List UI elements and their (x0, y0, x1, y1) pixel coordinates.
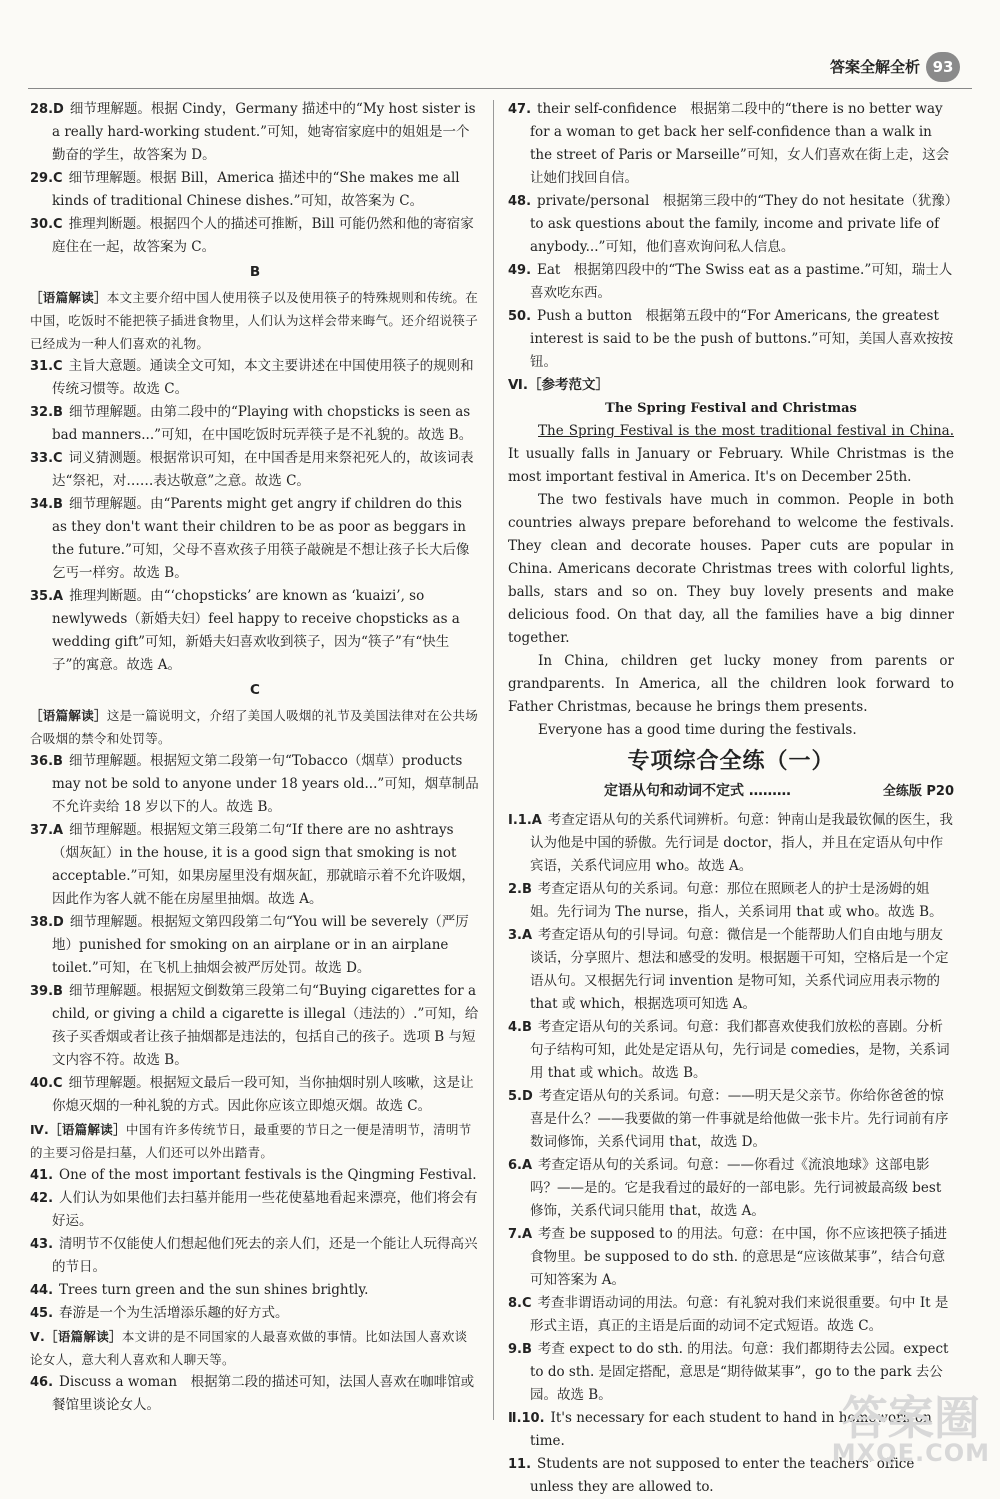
answer-item (508, 98, 954, 190)
answer-text: 细节理解题。由“Parents might get angry if children do this as they don't want their children to be as poor as beggars in the future.”可知，父母不喜欢孩子用筷子敲碗是不想让孩子长大后像乞丐一样穷。故选 B。 (52, 496, 470, 581)
essay-label-line (508, 374, 954, 397)
header-rule (28, 88, 972, 89)
answer-item (30, 819, 480, 911)
right-column (508, 98, 954, 1499)
answer-number: 35.A (30, 589, 64, 604)
passage-analysis (30, 1325, 480, 1371)
analysis-text: 中国有许多传统节日，最重要的节日之一便是清明节，清明节的主要习俗是扫墓，人们还可以外出踏青。 (30, 1122, 472, 1160)
answer-text: 推理判断题。由“‘chopsticks’ are known as ‘kuaizi’, so newlyweds（新婚夫妇）feel happy to receive chopsticks as a wedding gift”可知，新婚夫妇喜欢收到筷子，因为“筷子”有“快生子”的寓意。故选 A。 (52, 588, 460, 673)
answer-text: 主旨大意题。通读全文可知，本文主要讲述在中国使用筷子的规则和传统习惯等。故选 C。 (52, 358, 474, 397)
answer-item (30, 750, 480, 819)
answer-text: 考查定语从句的关系词。句意：那位在照顾老人的护士是汤姆的姐姐。先行词为 The nurse，指人，关系词用 that 或 who。故选 B。 (530, 881, 943, 920)
analysis-tag: ［语篇解读］ (30, 708, 107, 723)
analysis-tag: Ⅴ.［语篇解读］ (30, 1329, 122, 1344)
answer-item (30, 213, 480, 259)
answer-number: 50. (508, 309, 532, 324)
passage-analysis (30, 286, 480, 355)
passage-analysis (30, 1118, 480, 1164)
answers-47-50 (508, 98, 954, 374)
answer-number: 48. (508, 194, 532, 209)
answer-text: 细节理解题。根据短文第三段第二句“If there are no ashtrays（烟灰缸）in the house, it is a good sign that smoking is not acceptable.”可知，如果房屋里没有烟灰缸，那就暗示着不允许吸烟，因此作为客人就不能在房屋里抽烟。故选 A。 (52, 822, 475, 907)
passage-analysis (30, 704, 480, 750)
answer-text: their self-confidence 根据第二段中的“there is no better way for a woman to get back her self-confidence than a walk in the street of Paris or Marseille”可知，女人们喜欢在街上走，这会让她们找回自信。 (530, 101, 950, 186)
answer-number: 46. (30, 1375, 54, 1390)
answer-number: 43. (30, 1237, 54, 1252)
answer-text: Discuss a woman 根据第二段的描述可知，法国人喜欢在咖啡馆或餐馆里谈论女人。 (52, 1374, 475, 1413)
answer-item (30, 355, 480, 401)
answer-number: 38.D (30, 915, 64, 930)
page-number: 93 (926, 52, 960, 82)
answer-text: Trees turn green and the sun shines brightly. (59, 1282, 369, 1298)
analysis-text: 本文讲的是不同国家的人最喜欢做的事情。比如法国人喜欢谈论女人，意大利人喜欢和人聊天等。 (30, 1329, 468, 1367)
answer-item (30, 585, 480, 677)
answer-item (508, 259, 954, 305)
answer-text: One of the most important festivals is the Qingming Festival. (59, 1167, 477, 1183)
answer-number: 30.C (30, 217, 63, 232)
answer-number: 6.A (508, 1158, 533, 1173)
answer-item (30, 1279, 480, 1302)
answer-item (508, 1223, 954, 1292)
answer-text: It's necessary for each student to hand in homework on time. (530, 1410, 932, 1449)
answer-number: 34.B (30, 497, 63, 512)
answer-text: 春游是一个为生活增添乐趣的好方式。 (59, 1305, 289, 1321)
answer-number: 11. (508, 1457, 532, 1472)
section-page-ref: 全练版 P20 (882, 784, 954, 799)
section-subtitle-row (508, 780, 954, 803)
essay-first-rest: It usually falls in January or February. While Christmas is the most important festival in America. It's on December 25th. (508, 446, 954, 485)
answer-item (508, 809, 954, 878)
answer-number: 28.D (30, 102, 64, 117)
answer-number: 3.A (508, 928, 533, 943)
answer-item (508, 1154, 954, 1223)
answer-text: 细节理解题。由第二段中的“Playing with chopsticks is seen as bad manners...”可知，在中国吃饭时玩弄筷子是不礼貌的。故选 B。 (52, 404, 473, 443)
passage-heading: C (250, 682, 260, 698)
answer-number: 7.A (508, 1227, 533, 1242)
answer-number: 42. (30, 1191, 54, 1206)
answer-number: 9.B (508, 1342, 532, 1357)
analysis-tag: Ⅳ.［语篇解读］ (30, 1122, 126, 1137)
answer-number: 2.B (508, 882, 532, 897)
answer-number: Ⅱ.10. (508, 1411, 545, 1426)
answer-text: 考查非谓语动词的用法。句意：有礼貌对我们来说很重要。句中 It 是形式主语，真正的主语是后面的动词不定式短语。故选 C。 (530, 1295, 949, 1334)
answer-item (30, 980, 480, 1072)
page-header (830, 52, 960, 82)
answer-number: 39.B (30, 984, 63, 999)
answer-number: 36.B (30, 754, 63, 769)
answer-text: 清明节不仅能使人们想起他们死去的亲人们，还是一个能让人玩得高兴的节日。 (52, 1236, 478, 1275)
answer-item (30, 401, 480, 447)
answer-number: 31.C (30, 359, 63, 374)
essay-paragraph-2: The two festivals have much in common. People in both countries always prepare beforehand to welcome the festivals. They clean and decorate houses. Paper cuts are popular in China. Americans decorate Christmas trees with colorful lights, balls, stars and so on. They buy lovely presents and make delicious food. On that day, all the families have a big dinner together. (508, 492, 954, 646)
column-divider (493, 100, 494, 1420)
answer-text: 考查定语从句的关系词。句意：我们都喜欢使我们放松的喜剧。分析句子结构可知，此处是定语从句，先行词是 comedies，是物，关系词用 that 或 which。故选 B。 (530, 1019, 950, 1081)
section-title: 专项综合全练（一） (627, 749, 835, 774)
watermark (831, 1391, 990, 1467)
answer-number: 5.D (508, 1089, 533, 1104)
answer-item (30, 1302, 480, 1325)
answer-text: 细节理解题。根据 Cindy，Germany 描述中的“My host sister is a really hard-working student.”可知，她寄宿家庭中的姐姐是一个勤奋的学生，故答案为 D。 (52, 101, 476, 163)
answer-item (30, 447, 480, 493)
answer-number: 44. (30, 1283, 54, 1298)
answer-item (30, 1371, 480, 1417)
answer-item (30, 98, 480, 167)
answer-item (508, 1016, 954, 1085)
answer-number: 29.C (30, 171, 63, 186)
answer-item (30, 493, 480, 585)
analysis-text: 这是一篇说明文，介绍了美国人吸烟的礼节及美国法律对在公共场合吸烟的禁令和处罚等。 (30, 708, 479, 746)
answer-item (508, 305, 954, 374)
answer-text: Push a button 根据第五段中的“For Americans, the greatest interest is said to be the push of buttons.”可知，美国人喜欢按按钮。 (530, 308, 954, 370)
answer-number: 37.A (30, 823, 64, 838)
answer-item (508, 924, 954, 1016)
answer-item (508, 878, 954, 924)
answer-text: 细节理解题。根据短文倒数第三段第二句“Buying cigarettes for a child, or giving a child a cigarette is illegal（违法的）.”可知，给孩子买香烟或者让孩子抽烟都是违法的，包括自己的孩子。选项 B 与短文内容不符。故选 B。 (52, 983, 479, 1068)
answer-item (30, 1164, 480, 1187)
passage-heading: B (249, 264, 261, 280)
answer-number: 4.B (508, 1020, 532, 1035)
answer-item (508, 190, 954, 259)
answer-number: 33.C (30, 451, 63, 466)
essay-paragraph-3: In China, children get lucky money from parents or grandparents. In America, all the children look forward to Father Christmas, because he brings them presents. (508, 653, 954, 715)
watermark-url: MXQE.COM (831, 1439, 990, 1467)
answer-item (30, 1072, 480, 1118)
answer-number: 41. (30, 1168, 54, 1183)
answer-text: 考查定语从句的引导词。句意：微信是一个能帮助人们自由地与朋友谈话，分享照片、想法和感受的发明。根据题干可知，空格后是一个定语从句。又根据先行词 invention 是物可知，关系代词应用表示物的 that 或 which，根据选项可知选 A。 (530, 927, 949, 1012)
answer-text: 推理判断题。根据四个人的描述可推断，Bill 可能仍然和他的寄宿家庭住在一起，故答案为 C。 (52, 216, 474, 255)
answer-item (30, 1187, 480, 1233)
answer-text: 词义猜测题。根据常识可知，在中国香是用来祭祀死人的，故该词表达“祭祀，对……表达敬意”之意。故选 C。 (52, 450, 474, 489)
watermark-text: 答案圈 (841, 1391, 980, 1445)
answer-text: 人们认为如果他们去扫墓并能用一些花使墓地看起来漂亮，他们将会有好运。 (52, 1190, 478, 1229)
essay-paragraph-1 (508, 420, 954, 489)
answer-number: 32.B (30, 405, 63, 420)
left-column (30, 98, 480, 1417)
answer-item (508, 1292, 954, 1338)
answer-number: 8.C (508, 1296, 532, 1311)
answer-text: 考查定语从句的关系词。句意：——明天是父亲节。你给你爸爸的惊喜是什么？——我要做的第一件事就是给他做一张卡片。先行词前有序数词修饰，关系代词用 that，故选 D。 (530, 1088, 949, 1150)
answer-text: 考查 be supposed to 的用法。句意：在中国，你不应该把筷子插进食物里。be supposed to do sth. 的意思是“应该做某事”，结合句意可知答案为 A。 (530, 1226, 947, 1288)
header-title: 答案全解全析 (829, 57, 920, 76)
answer-text: 细节理解题。根据短文最后一段可知，当你抽烟时别人咳嗽，这是让你熄灭烟的一种礼貌的方式。因此你应该立即熄灭烟。故选 C。 (52, 1075, 474, 1114)
answer-text: private/personal 根据第三段中的“They do not hesitate（犹豫）to ask questions about the family, income and private life of anybody...”可知，他们喜欢询问私人信息。 (530, 193, 952, 255)
answer-text: 考查定语从句的关系代词辨析。句意：钟南山是我最钦佩的医生，我认为他是中国的骄傲。先行词是 doctor，指人，并且在定语从句中作宾语，关系代词应用 who。故选 A。 (530, 812, 953, 874)
answer-text: Students are not supposed to enter the teachers' office unless they are allowed to. (530, 1456, 915, 1495)
answer-number: Ⅰ.1.A (508, 813, 542, 828)
answer-item (508, 1085, 954, 1154)
analysis-tag: ［语篇解读］ (30, 290, 107, 305)
answer-number: 45. (30, 1306, 54, 1321)
analysis-text: 本文主要介绍中国人使用筷子以及使用筷子的特殊规则和传统。在中国，吃饭时不能把筷子插进食物里，人们认为这样会带来晦气。还介绍说筷子已经成为一种人们喜欢的礼物。 (30, 290, 479, 351)
answer-text: 考查 expect to do sth. 的用法。句意：我们都期待去公园。expect to do sth. 是固定搭配，意思是“期待做某事”，go to the park 去公园。故选 B。 (530, 1341, 949, 1403)
essay-label: Ⅵ.［参考范文］ (508, 377, 609, 393)
answer-item (30, 911, 480, 980)
section-subtitle: 定语从句和动词不定式 ……… (604, 783, 791, 799)
answer-item (30, 1233, 480, 1279)
answer-text: 细节理解题。根据短文第四段第二句“You will be severely（严厉地）punished for smoking on an airplane or in an airplane toilet.”可知，在飞机上抽烟会被严厉处罚。故选 D。 (52, 914, 469, 976)
answer-text: 考查定语从句的关系词。句意：——你看过《流浪地球》这部电影吗？——是的。它是我看过的最好的一部电影。先行词被最高级 best 修饰，关系代词只能用 that，故选 A。 (530, 1157, 942, 1219)
answer-text: Eat 根据第四段中的“The Swiss eat as a pastime.”可知，瑞士人喜欢吃东西。 (530, 262, 953, 301)
essay-first-sentence: The Spring Festival is the most traditional festival in China. (538, 423, 954, 439)
answer-item (30, 167, 480, 213)
answer-number: 40.C (30, 1076, 63, 1091)
answer-number: 49. (508, 263, 532, 278)
answer-text: 细节理解题。根据短文第二段第一句“Tobacco（烟草）products may not be sold to anyone under 18 years old...”可知，烟草制品不允许卖给 18 岁以下的人。故选 B。 (52, 753, 479, 815)
essay-paragraph-4: Everyone has a good time during the festivals. (538, 722, 857, 738)
answer-number: 47. (508, 102, 532, 117)
essay-title: The Spring Festival and Christmas (605, 401, 857, 416)
answer-text: 细节理解题。根据 Bill，America 描述中的“She makes me all kinds of traditional Chinese dishes.”可知，故答案为 C。 (52, 170, 460, 209)
